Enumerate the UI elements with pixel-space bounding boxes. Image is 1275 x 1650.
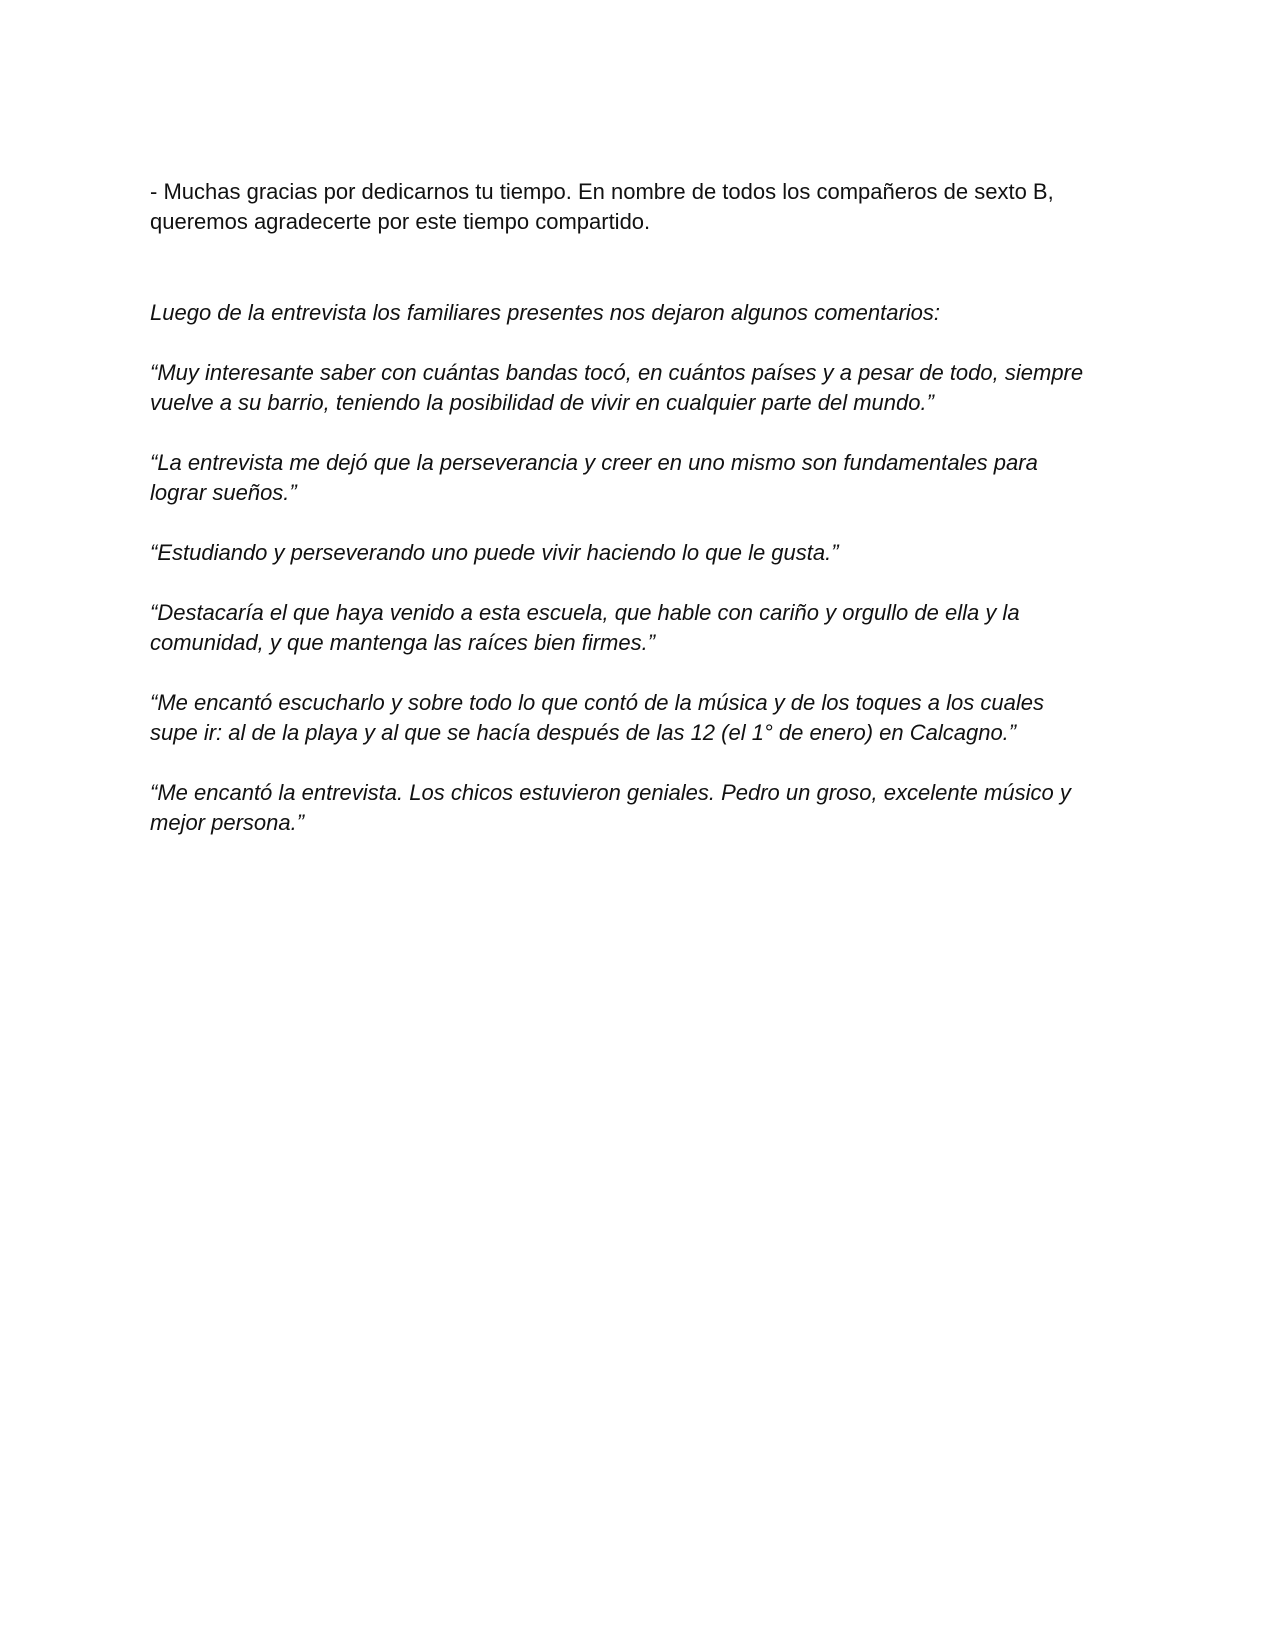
family-comment: “Me encantó escucharlo y sobre todo lo que contó de la música y de los toques a los cuales supe ir: al de la playa y al que se hacía después de las 12 (el 1° de enero) en Calcagno.” bbox=[150, 690, 1044, 745]
family-comment: “La entrevista me dejó que la perseverancia y creer en uno mismo son fundamentales para lograr sueños.” bbox=[150, 450, 1038, 505]
family-comment: “Muy interesante saber con cuántas bandas tocó, en cuántos países y a pesar de todo, siempre vuelve a su barrio, teniendo la posibilidad de vivir en cualquier parte del mundo.” bbox=[150, 360, 1084, 415]
comments-intro-paragraph: Luego de la entrevista los familiares presentes nos dejaron algunos comentarios: bbox=[150, 300, 941, 325]
family-comment: “Me encantó la entrevista. Los chicos estuvieron geniales. Pedro un groso, excelente músico y mejor persona.” bbox=[150, 780, 1071, 835]
closing-thanks-paragraph: - Muchas gracias por dedicarnos tu tiempo. En nombre de todos los compañeros de sexto B, queremos agradecerte por este tiempo compartido. bbox=[150, 179, 1054, 234]
family-comment: “Estudiando y perseverando uno puede vivir haciendo lo que le gusta.” bbox=[150, 540, 839, 565]
family-comment: “Destacaría el que haya venido a esta escuela, que hable con cariño y orgullo de ella y la comunidad, y que mantenga las raíces bien firmes.” bbox=[150, 600, 1020, 655]
